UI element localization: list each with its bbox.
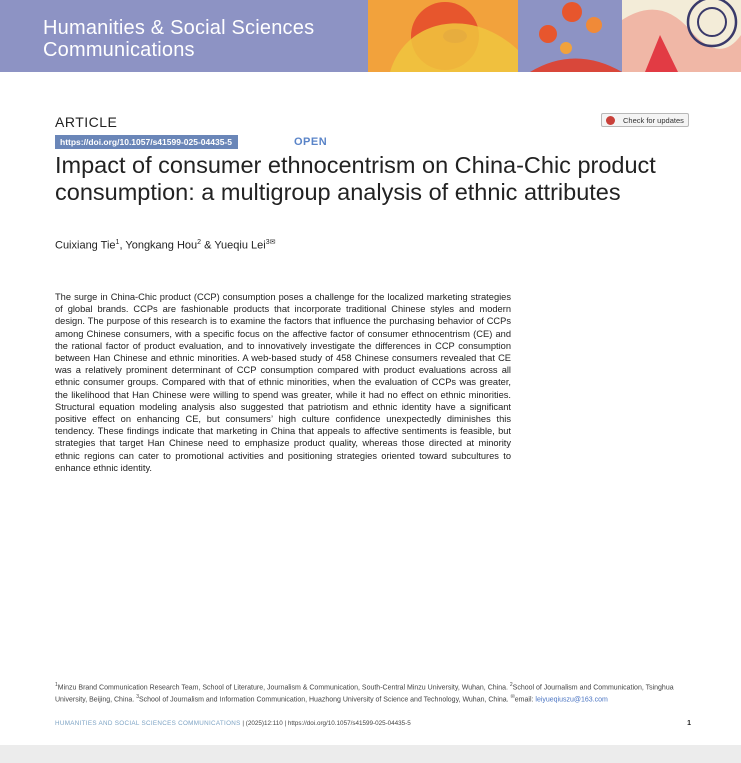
viewer-bottom-bar <box>0 745 741 763</box>
journal-name[interactable] <box>43 17 314 61</box>
affiliations <box>55 681 691 705</box>
journal-name-line2: Communications <box>43 39 195 61</box>
page-number: 1 <box>687 720 691 727</box>
journal-name-line1: Humanities & Social Sciences <box>43 17 315 39</box>
article-title: Impact of consumer ethnocentrism on China-Chic product consumption: a multigroup analysis of ethnic attributes <box>55 152 656 205</box>
author-separator: & <box>201 239 215 252</box>
journal-banner <box>0 0 741 72</box>
article-type-label: ARTICLE <box>55 114 118 130</box>
affiliation-text: School of Journalism and Communication, Tsinghua University, Beijing, China. <box>55 684 674 704</box>
page-footer <box>55 720 691 730</box>
doi-link[interactable]: https://doi.org/10.1057/s41599-025-04435-5 <box>55 135 238 149</box>
open-access-label: OPEN <box>294 136 328 148</box>
affiliation-text: Minzu Brand Communication Research Team, School of Literature, Journalism & Communication, South-Central Minzu University, Wuhan, China. <box>57 684 510 692</box>
affiliation-text: School of Journalism and Information Communication, Huazhong University of Science and Technology, Wuhan, China. <box>138 696 511 704</box>
affiliation-mark: 3 <box>136 693 139 700</box>
email-label: email: <box>514 696 536 704</box>
footer-journal-name: HUMANITIES AND SOCIAL SCIENCES COMMUNICATIONS <box>55 720 241 727</box>
author-affiliation-mark: 2 <box>197 239 202 246</box>
banner-artwork <box>360 0 741 72</box>
affiliation-mark: 2 <box>509 682 513 688</box>
author-affiliation-mark: 3✉ <box>265 239 276 246</box>
author-separator: , <box>119 239 126 252</box>
check-for-updates-button[interactable] <box>601 113 689 127</box>
affiliation-mark: 1 <box>55 682 58 688</box>
check-updates-icon <box>606 116 615 125</box>
envelope-icon: ✉ <box>510 693 515 700</box>
author-name[interactable]: Yongkang Hou <box>125 239 198 252</box>
corresponding-email-link[interactable]: leiyueqiuszu@163.com <box>535 696 608 704</box>
footer-citation: | (2025)12:110 | https://doi.org/10.1057/s41599-025-04435-5 <box>240 720 411 727</box>
check-updates-label: Check for updates <box>623 116 684 125</box>
abstract-text: The surge in China-Chic product (CCP) consumption poses a challenge for the localized marketing strategies of global brands. CCPs are fashionable products that incorporate traditional Chinese styles and modern design. The purpose of this research is to examine the factors that influence the purchasing behavior of CCPs among Chinese consumers, with a specific focus on the affective factor of consumer ethnocentrism (CE) and the rational factor of product evaluation, and to innovatively investigate the differences in CCP consumption between Han Chinese and ethnic minorities. A web-based study of 458 Chinese consumers revealed that CE was a relatively prominent determinant of CCP consumption compared with product evaluations across all ethnic consumer groups. Compared with that of ethnic minorities, when the evaluation of CCPs was greater, the likelihood that Han Chinese were willing to spend was greater, while it had no effect on ethnic minorities. Structural equation modeling analysis also suggested that patriotism and ethnic identity have a significant positive effect on enhancing CE, but consumers’ high culture confidence unexpectedly diminishes this tendency. These findings indicate that marketing in China that appeals to affective sentiments is feasible, but strategies that target Han Chinese need to emphasize product quality, whereas those directed at minority ethnic regions can cater to promotional activities and positioning strategies oriented toward subcultures to enhance ethnic identity. <box>55 292 511 473</box>
author-affiliation-mark: 1 <box>115 239 120 246</box>
author-list <box>55 238 275 252</box>
author-name[interactable]: Cuixiang Tie <box>55 239 116 252</box>
author-name[interactable]: Yueqiu Lei <box>214 239 266 252</box>
